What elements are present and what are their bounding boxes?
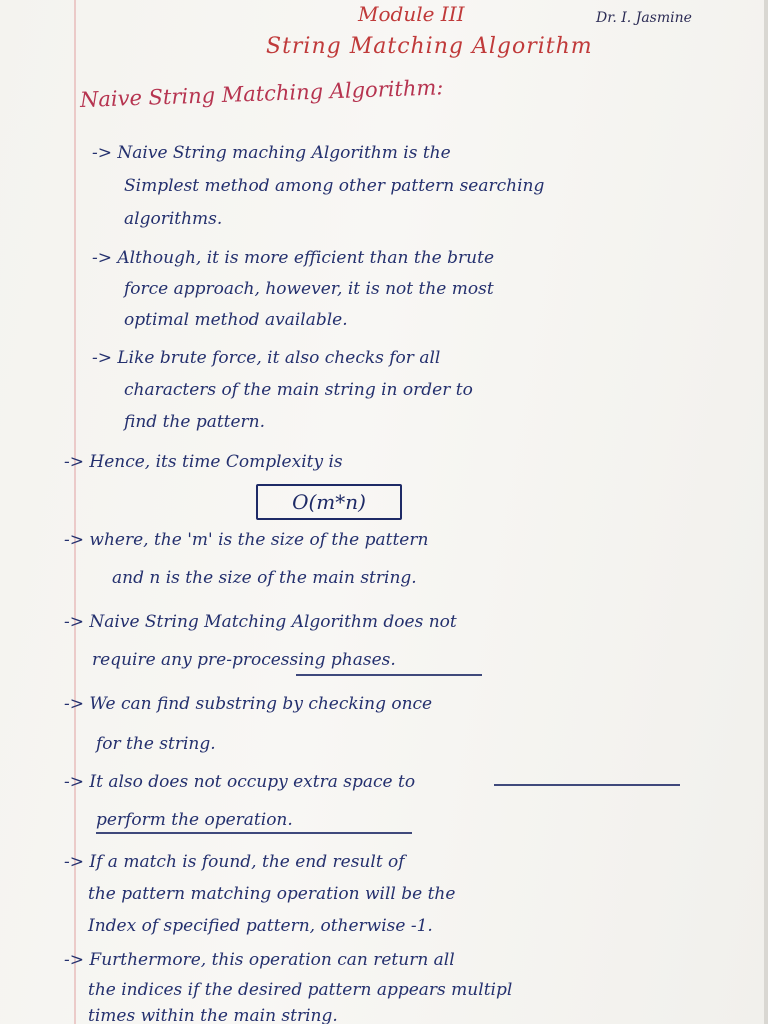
text-line: force approach, however, it is not the most bbox=[124, 279, 494, 299]
text-line: -> where, the 'm' is the size of the pattern bbox=[64, 530, 429, 550]
text-line: require any pre-processing phases. bbox=[92, 650, 396, 670]
text-line: Index of specified pattern, otherwise -1. bbox=[88, 916, 433, 936]
complexity-formula: O(m*n) bbox=[256, 484, 402, 520]
text-line: -> Hence, its time Complexity is bbox=[64, 452, 343, 472]
underline bbox=[296, 674, 482, 676]
text-line: -> Like brute force, it also checks for all bbox=[92, 348, 441, 368]
text-line: -> It also does not occupy extra space to bbox=[64, 772, 416, 792]
page-title: String Matching Algorithm bbox=[266, 34, 593, 59]
text-line: -> Furthermore, this operation can return all bbox=[64, 950, 455, 970]
author-name: Dr. I. Jasmine bbox=[596, 10, 692, 26]
text-line: optimal method available. bbox=[124, 310, 348, 330]
text-line: find the pattern. bbox=[124, 412, 266, 432]
page-edge bbox=[764, 0, 768, 1024]
text-line: -> Naive String maching Algorithm is the bbox=[92, 143, 451, 163]
text-line: the indices if the desired pattern appears multipl bbox=[88, 980, 513, 1000]
text-line: perform the operation. bbox=[96, 810, 293, 830]
text-line: -> We can find substring by checking once bbox=[64, 694, 433, 714]
underline bbox=[494, 784, 680, 786]
text-line: characters of the main string in order to bbox=[124, 380, 473, 400]
text-line: and n is the size of the main string. bbox=[112, 568, 417, 588]
module-heading: Module III bbox=[358, 2, 465, 26]
underline bbox=[96, 832, 412, 834]
text-line: for the string. bbox=[96, 734, 216, 754]
text-line: -> If a match is found, the end result of bbox=[64, 852, 405, 872]
section-title: Naive String Matching Algorithm: bbox=[79, 75, 444, 112]
text-line: -> Although, it is more efficient than the brute bbox=[92, 248, 494, 268]
text-line: times within the main string. bbox=[88, 1006, 338, 1024]
text-line: algorithms. bbox=[124, 209, 223, 229]
text-line: Simplest method among other pattern searching bbox=[124, 176, 545, 196]
text-line: -> Naive String Matching Algorithm does not bbox=[64, 612, 457, 632]
text-line: the pattern matching operation will be the bbox=[88, 884, 456, 904]
